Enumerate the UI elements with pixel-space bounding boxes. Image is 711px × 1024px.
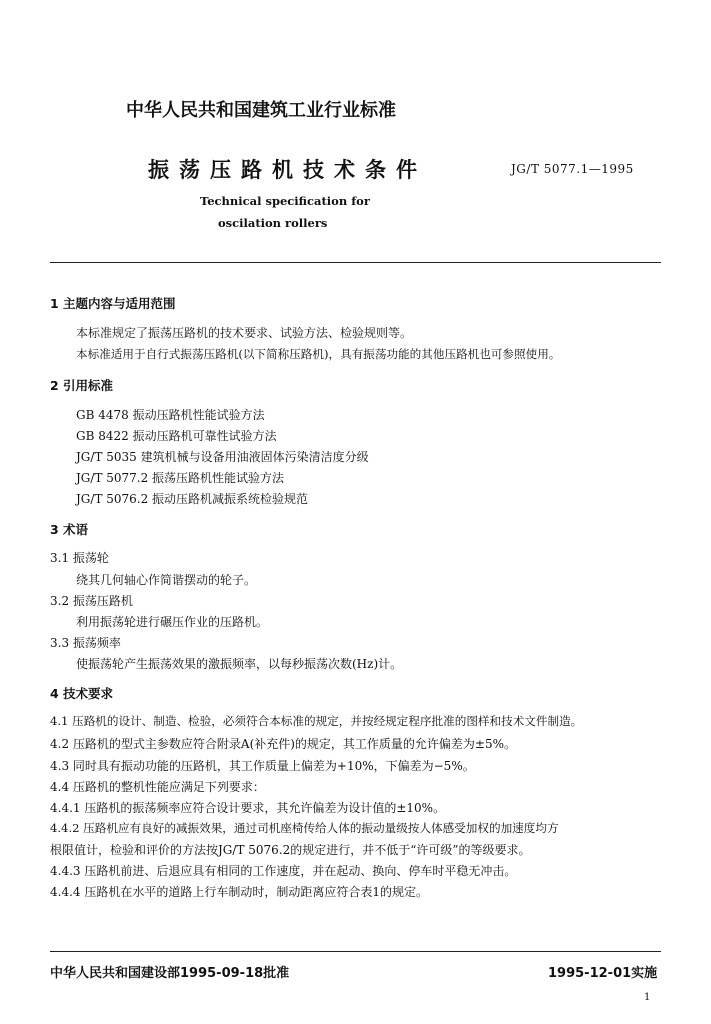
english-title-line-2: oscilation rollers	[218, 216, 328, 230]
reference-item: GB 4478 振动压路机性能试验方法	[76, 408, 265, 422]
term-3-2-heading: 3.2 振荡压路机	[50, 594, 133, 608]
section-4-heading: 4 技术要求	[50, 686, 114, 701]
clause-4-4-2-line-2: 根限值计，检验和评价的方法按JG/T 5076.2的规定进行，并不低于“许可级”的等级要求。	[50, 843, 531, 857]
clause-4-4-4: 4.4.4 压路机在水平的道路上行车制动时，制动距离应符合表1的规定。	[50, 885, 428, 899]
approval-line: 中华人民共和国建设部1995-09-18批准	[50, 966, 290, 981]
footer-rule	[50, 951, 661, 952]
clause-4-4-1: 4.4.1 压路机的振荡频率应符合设计要求，其允许偏差为设计值的±10%。	[50, 801, 446, 815]
section-3-heading: 3 术语	[50, 522, 89, 537]
effective-date: 1995-12-01实施	[548, 966, 658, 981]
reference-item: GB 8422 振动压路机可靠性试验方法	[76, 429, 277, 443]
clause-4-4: 4.4 压路机的整机性能应满足下列要求：	[50, 780, 265, 794]
clause-4-1: 4.1 压路机的设计、制造、检验，必须符合本标准的规定，并按经规定程序批准的图样和技术文件制造。	[50, 714, 583, 728]
term-3-2-definition: 利用振荡轮进行碾压作业的压路机。	[76, 615, 269, 629]
standard-code: JG/T 5077.1—1995	[511, 162, 634, 176]
section-1-paragraph-1: 本标准规定了振荡压路机的技术要求、试验方法、检验规则等。	[76, 326, 413, 340]
section-2-heading: 2 引用标准	[50, 378, 114, 393]
clause-4-2: 4.2 压路机的型式主参数应符合附录A(补充件)的规定，其工作质量的允许偏差为±5%。	[50, 737, 517, 751]
reference-item: JG/T 5076.2 振动压路机减振系统检验规范	[76, 492, 309, 506]
term-3-1-definition: 绕其几何轴心作简谐摆动的轮子。	[76, 573, 257, 587]
section-1-paragraph-2: 本标准适用于自行式振荡压路机(以下简称压路机)，具有振荡功能的其他压路机也可参照使用。	[76, 347, 561, 361]
clause-4-4-2-line-1: 4.4.2 压路机应有良好的减振效果，通过司机座椅传给人体的振动量级按人体感受加权的加速度均方	[50, 821, 559, 835]
reference-item: JG/T 5077.2 振荡压路机性能试验方法	[76, 471, 285, 485]
clause-4-3: 4.3 同时具有振动功能的压路机，其工作质量上偏差为+10%，下偏差为−5%。	[50, 759, 475, 773]
header-rule	[50, 262, 661, 263]
page-number: 1	[644, 992, 651, 1003]
reference-item: JG/T 5035 建筑机械与设备用油液固体污染清洁度分级	[76, 450, 369, 464]
issuing-body: 中华人民共和国建筑工业行业标准	[126, 100, 396, 121]
english-title-line-1: Technical specification for	[200, 194, 370, 208]
clause-4-4-3: 4.4.3 压路机前进、后退应具有相同的工作速度，并在起动、换向、停车时平稳无冲击。	[50, 864, 517, 878]
term-3-3-definition: 使振荡轮产生振荡效果的激振频率，以每秒振荡次数(Hz)计。	[76, 657, 403, 671]
document-title: 振荡压路机技术条件	[148, 157, 427, 182]
section-1-heading: 1 主题内容与适用范围	[50, 296, 176, 311]
term-3-1-heading: 3.1 振荡轮	[50, 551, 109, 565]
term-3-3-heading: 3.3 振荡频率	[50, 636, 121, 650]
